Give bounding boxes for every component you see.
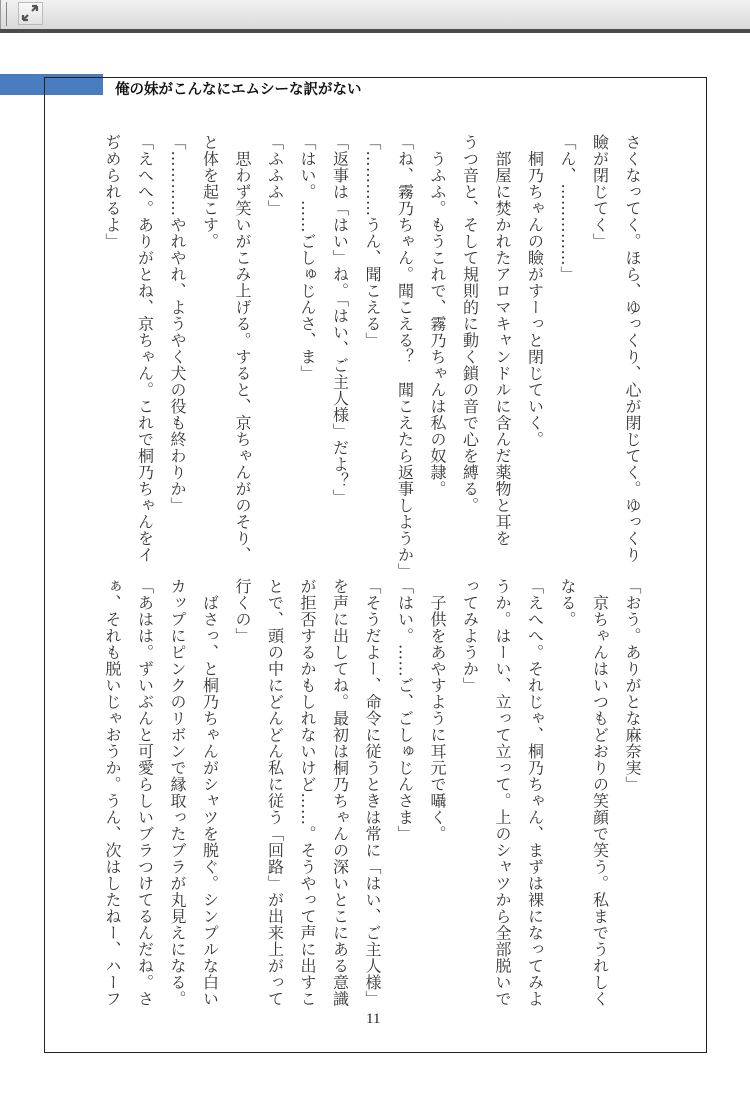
expand-button[interactable]	[18, 2, 43, 25]
text-line: 行くの」	[233, 578, 252, 644]
text-line: が拒否するかもしれないけど……。そうやって声に出すこ	[298, 578, 317, 1007]
document-title: 俺の妹がこんなにエムシーな訳がない	[115, 82, 362, 98]
text-line: 「そうだよー、命令に従うときは常に「はい、ご主人様」	[363, 578, 382, 1007]
text-line: を声に出してね。最初は桐乃ちゃんの深いとこにある意識	[330, 578, 350, 1007]
toolbar-divider	[0, 29, 750, 33]
text-line: さくなってく。ほら、ゆっくり、心が閉じてく。ゆっくり	[623, 134, 642, 563]
text-line: 「…………うん、聞こえる」	[363, 134, 382, 349]
text-line: 「返事は「はい」ね。「はい、ご主人様」だよ？」	[330, 134, 350, 506]
text-line: 京ちゃんはいつもどおりの笑顔で笑う。私までうれしく	[590, 578, 610, 1007]
toolbar-separator	[6, 2, 7, 26]
text-line: 「おう。ありがとな麻奈実」	[623, 578, 642, 793]
text-line: 「ん、……………」	[558, 134, 577, 283]
text-line: ぢめられるよ」	[103, 134, 122, 250]
text-line: うか。はーい、立って立って。上のシャツから全部脱いで	[493, 578, 512, 1007]
text-line: うつ音と、そして規則的に動く鎖の音で心を縛る。	[460, 134, 480, 514]
text-line: ってみようか」	[460, 578, 480, 694]
text-line: 「ふふふ」	[265, 134, 285, 217]
text-line: 桐乃ちゃんの瞼がすーっと閉じていく。	[525, 134, 545, 448]
text-line: うふふ。もうこれで、霧乃ちゃんは私の奴隷。	[428, 134, 447, 497]
text-line: ばさっ、と桐乃ちゃんがシャツを脱ぐ。シンプルな白い	[200, 578, 220, 1007]
text-line: 「えへへ。ありがとね、京ちゃん。これで桐乃ちゃんをイ	[135, 134, 155, 563]
text-block-top	[96, 134, 649, 580]
viewer-toolbar	[0, 0, 750, 29]
text-line: 「ね、霧乃ちゃん。聞こえる？ 聞こえたら返事しようか」	[395, 134, 415, 580]
page-number: 11	[366, 1011, 381, 1027]
text-line: 「はい。……ご、ごしゅじんさま」	[395, 578, 415, 842]
text-line: ぁ、それも脱いじゃおうか。うん、次はしたねー、ハーフ	[103, 578, 122, 1007]
text-line: 「あはは。ずいぶんと可愛らしいブラつけてるんだね。さ	[135, 578, 155, 1007]
text-line: 「はい。……ごしゅじんさ、ま」	[298, 134, 317, 382]
text-line: 瞼が閉じてく」	[590, 134, 610, 250]
text-line: 思わず笑いがこみ上げる。すると、京ちゃんがのそり、	[233, 134, 252, 563]
text-line: 「えへへ。それじゃ、桐乃ちゃん、まずは裸になってみよ	[525, 578, 545, 1007]
text-block-bottom	[96, 578, 649, 1008]
expand-arrows-icon	[21, 4, 39, 22]
text-line: 部屋に焚かれたアロマキャンドルに含んだ薬物と耳を	[493, 134, 512, 547]
text-line: なる。	[558, 578, 577, 628]
text-line: カップにピンクのリボンで縁取ったブラが丸見えになる。	[168, 578, 187, 1007]
text-line: 「…………やれやれ、ようやく犬の役も終わりか」	[168, 134, 187, 514]
text-line: 子供をあやすように耳元で囁く。	[428, 578, 447, 842]
text-line: とで、頭の中にどんどん私に従う「回路」が出来上がって	[265, 578, 285, 1007]
text-line: と体を起こす。	[200, 134, 220, 250]
